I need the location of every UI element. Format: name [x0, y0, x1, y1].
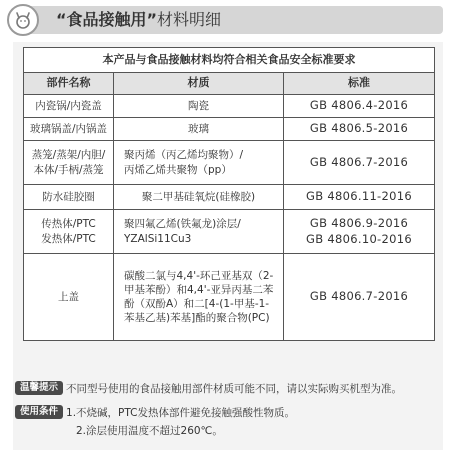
table-row [24, 185, 435, 210]
usage-label: 使用条件 [15, 405, 63, 419]
warm-tip-text: 不同型号使用的食品接触用部件材质可能不同，请以实际购买机型为准。 [66, 382, 403, 395]
table-row [24, 141, 435, 185]
table-row [24, 210, 435, 254]
usage-row [15, 405, 295, 419]
standard-cell: GB 4806.11-2016 [284, 185, 435, 210]
standard-cell: GB 4806.4-2016 [284, 95, 435, 118]
page-title [56, 6, 221, 34]
material-cell: 聚丙烯（丙乙烯均聚物）/ 丙烯乙烯共聚物（pp） [114, 141, 284, 185]
column-header-material: 材质 [114, 73, 284, 95]
section-header [13, 6, 443, 34]
table-header-row [24, 73, 435, 95]
title-rest: 材料明细 [157, 10, 222, 29]
part-cell: 蒸笼/蒸架/内胆/ 本体/手柄/蒸笼 [24, 141, 114, 185]
material-cell: 陶瓷 [114, 95, 284, 118]
column-header-standard: 标准 [284, 73, 435, 95]
table-notice-row [24, 48, 435, 73]
column-header-part: 部件名称 [24, 73, 114, 95]
title-quoted: “食品接触用” [56, 10, 158, 29]
materials-table [23, 47, 435, 341]
standard-cell: GB 4806.7-2016 [284, 254, 435, 341]
usage-line-2: 2.涂层使用温度不超过260℃。 [76, 425, 223, 437]
standard-cell: GB 4806.9-2016 GB 4806.10-2016 [284, 210, 435, 254]
table-row [24, 95, 435, 118]
standard-cell: GB 4806.5-2016 [284, 118, 435, 141]
table-notice: 本产品与食品接触材料均符合相关食品安全标准要求 [24, 48, 435, 73]
material-cell: 碳酸二氯与4,4'-环己亚基双（2-甲基苯酚）和4,4'-亚异丙基二苯酚（双酚A）和二[4-(1-甲基-1-苯基乙基)苯基]酯的聚合物(PC) [114, 254, 284, 341]
part-cell: 传热体/PTC 发热体/PTC [24, 210, 114, 254]
material-cell: 玻璃 [114, 118, 284, 141]
part-cell: 防水硅胶圈 [24, 185, 114, 210]
warm-tip-row [15, 381, 402, 395]
part-cell: 内瓷锅/内瓷盖 [24, 95, 114, 118]
table-row [24, 118, 435, 141]
material-cell: 聚四氟乙烯(铁氟龙)涂层/ YZAlSi11Cu3 [114, 210, 284, 254]
rabbit-head-icon [7, 4, 39, 36]
material-cell: 聚二甲基硅氧烷(硅橡胶) [114, 185, 284, 210]
part-cell: 玻璃锅盖/内锅盖 [24, 118, 114, 141]
part-cell: 上盖 [24, 254, 114, 341]
usage-line-1: 1.不烧碱，PTC发热体部件避免接触强酸性物质。 [66, 406, 295, 419]
standard-cell: GB 4806.7-2016 [284, 141, 435, 185]
table-row [24, 254, 435, 341]
warm-tip-label: 温馨提示 [15, 381, 63, 395]
